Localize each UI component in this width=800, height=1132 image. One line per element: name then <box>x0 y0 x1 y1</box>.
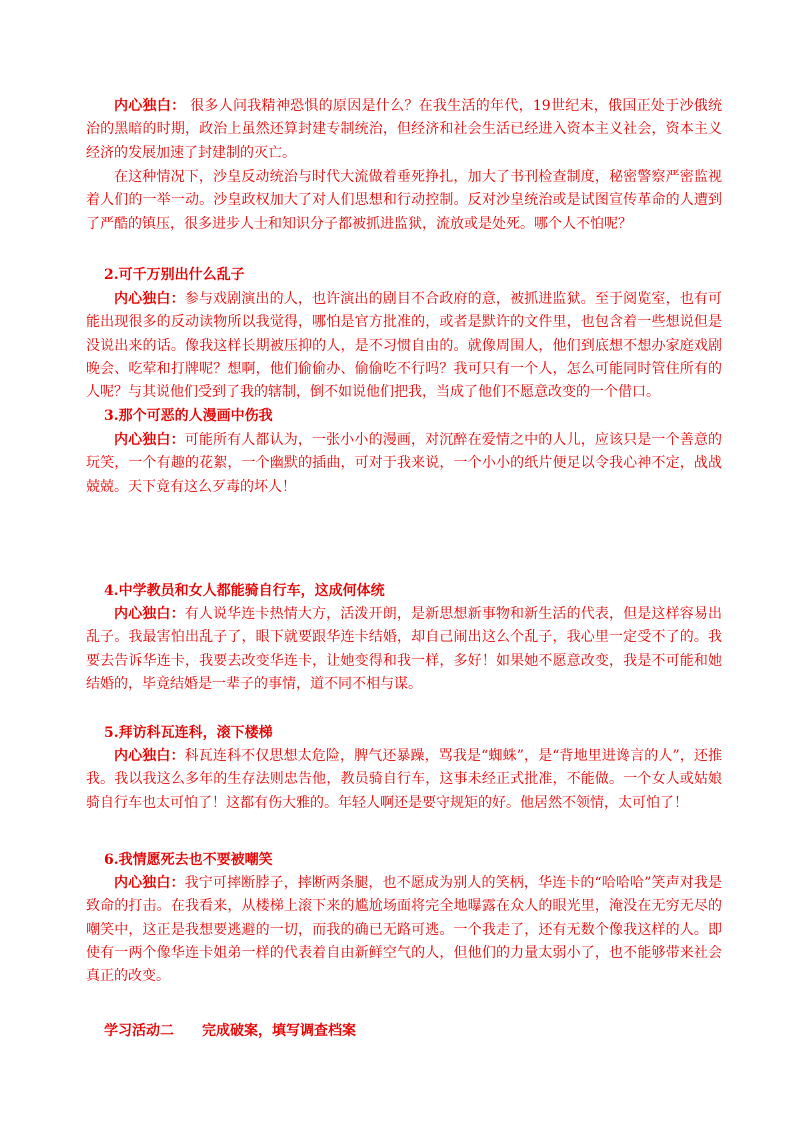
intro-paragraph <box>86 95 722 165</box>
section-paragraph-3 <box>86 429 722 499</box>
section-paragraph-4 <box>86 603 722 696</box>
section-heading-2: 2.可千万别出什么乱子 <box>104 267 245 283</box>
section-heading-5: 5.拜访科瓦连科，滚下楼梯 <box>104 725 273 741</box>
monologue-text: 可能所有人都认为，一张小小的漫画，对沉醉在爱情之中的人儿，应该只是一个善意的玩笑，一个有趣的花絮，一个幽默的插曲，可对于我来说，一个小小的纸片便足以令我心神不定，战战兢兢。天下竟有这么歹毒的坏人！ <box>86 432 723 495</box>
section-heading-4: 4.中学教员和女人都能骑自行车，这成何体统 <box>104 583 385 599</box>
monologue-label: 内心独白： <box>114 606 185 622</box>
monologue-label: 内心独白： <box>114 432 185 448</box>
section-paragraph-6 <box>86 872 722 988</box>
activity-subtitle: 完成破案，填写调查档案 <box>202 1023 356 1039</box>
activity-title: 学习活动二 <box>104 1023 174 1039</box>
monologue-label: 内心独白： <box>114 875 185 891</box>
monologue-label: 内心独白： <box>114 98 186 114</box>
intro-paragraph-2: 在这种情况下，沙皇反动统治与时代大流做着垂死挣扎，加大了书刊检查制度，秘密警察严密监视着人们的一举一动。沙皇政权加大了对人们思想和行动控制。反对沙皇统治或是试图宣传革命的人遭到了严酷的镇压，很多进步人士和知识分子都被抓进监狱，流放或是处死。哪个人不怕呢？ <box>86 169 722 232</box>
monologue-text: 科瓦连科不仅思想太危险，脾气还暴躁，骂我是“蜘蛛”，是“背地里进谗言的人”，还推我。我以我这么多年的生存法则忠告他，教员骑自行车，这事未经正式批准，不能做。一个女人或姑娘骑自行车也太可怕了！这都有伤大雅的。年轻人啊还是要守规矩的好。他居然不领情，太可怕了！ <box>86 748 722 811</box>
section-heading-6: 6.我情愿死去也不要被嘲笑 <box>104 852 273 868</box>
section-heading-3: 3.那个可恶的人漫画中伤我 <box>104 408 273 424</box>
monologue-label: 内心独白： <box>114 291 185 307</box>
monologue-text: 参与戏剧演出的人，也许演出的剧目不合政府的意，被抓进监狱。至于阅览室，也有可能出现很多的反动读物所以我觉得，哪怕是官方批准的，或者是默许的文件里，也包含着一些想说但是没说出来的话。像我这样长期被压抑的人，是不习惯自由的。就像周围人，他们到底想不想办家庭戏剧晚会、吃荤和打牌呢？想啊，他们偷偷办、偷偷吃不行吗？我可只有一个人，怎么可能同时管住所有的人呢？与其说他们受到了我的辖制，倒不如说他们把我，当成了他们不愿意改变的一个借口。 <box>86 291 723 401</box>
monologue-text: 很多人问我精神恐惧的原因是什么？在我生活的年代，19世纪末，俄国正处于沙俄统治的黑暗的时期，政治上虽然还算封建专制统治，但经济和社会生活已经进入资本主义社会，资本主义经济的发展加速了封建制的灭亡。 <box>86 98 723 161</box>
section-paragraph-5 <box>86 745 722 815</box>
monologue-text: 我宁可摔断脖子，摔断两条腿，也不愿成为别人的笑柄，华连卡的“哈哈哈”笑声对我是致命的打击。在我看来，从楼梯上滚下来的尴尬场面将完全地曝露在众人的眼光里，淹没在无穷无尽的嘲笑中，这正是我想要逃避的一切，而我的确已无路可逃。一个我走了，还有无数个像我这样的人。即使有一两个像华连卡姐弟一样的代表着自由新鲜空气的人，但他们的力量太弱小了，也不能够带来社会真正的改变。 <box>86 875 723 985</box>
monologue-label: 内心独白： <box>114 748 185 764</box>
activity-heading <box>104 1020 356 1042</box>
section-paragraph-2 <box>86 288 722 404</box>
monologue-text: 有人说华连卡热情大方，活泼开朗，是新思想新事物和新生活的代表，但是这样容易出乱子。我最害怕出乱子了，眼下就要跟华连卡结婚，却自己闹出这么个乱子，我心里一定受不了的。我要去告诉华连卡，我要去改变华连卡，让她变得和我一样，多好！如果她不愿意改变，我是不可能和她结婚的，毕竟结婚是一辈子的事情，道不同不相与谋。 <box>86 606 723 692</box>
